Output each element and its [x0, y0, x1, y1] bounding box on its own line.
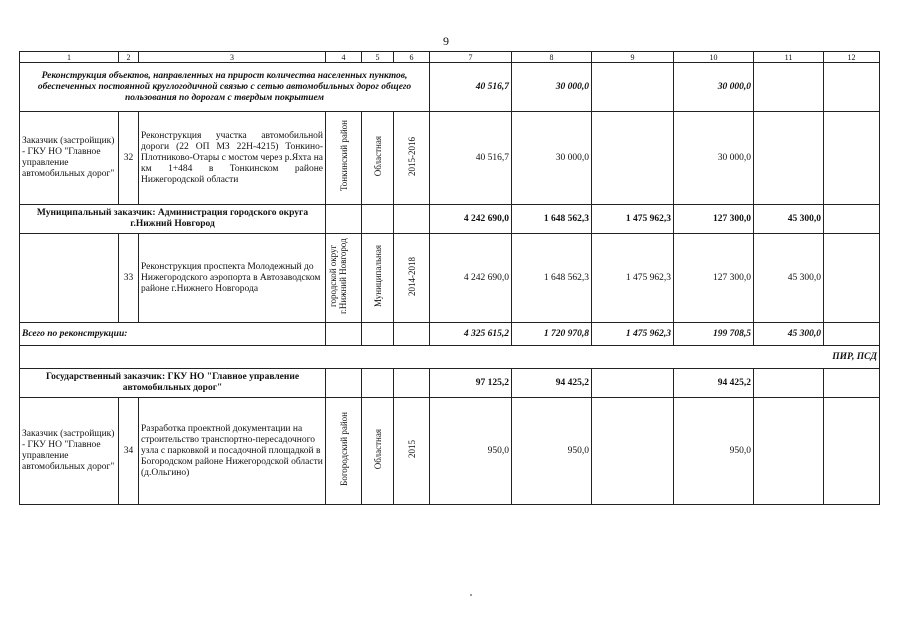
cell-col8: 30 000,0 [512, 112, 592, 205]
cell-col8: 94 425,2 [512, 369, 592, 398]
item-number: 34 [119, 398, 139, 505]
summary-title: Реконструкция объектов, направленных на прирост количества населенных пунктов, обеспеченных постоянной круглогодичной связью с сетью автомобильных дорог общего пользования по дорогам с твердым покрытием [20, 63, 430, 112]
header-cell: 4 [326, 52, 362, 63]
cell-col7: 4 242 690,0 [430, 234, 512, 323]
period-cell [394, 234, 430, 323]
object-name: Разработка проектной документации на строительство транспортно-пересадочного узла с парковкой и посадочной площадкой в Богородском районе Нижегородской области (д.Ольгино) [139, 398, 326, 505]
district-cell [326, 234, 362, 323]
table-row-item-32 [20, 112, 880, 205]
header-cell: 7 [430, 52, 512, 63]
header-cell: 3 [139, 52, 326, 63]
cell-col11: 45 300,0 [754, 234, 824, 323]
municipal-customer-title: Муниципальный заказчик: Администрация городского округа г.Нижний Новгород [20, 205, 326, 234]
cell-col7: 40 516,7 [430, 112, 512, 205]
empty-cell [362, 205, 394, 234]
cell-col10: 30 000,0 [674, 112, 754, 205]
cell-col10: 199 708,5 [674, 323, 754, 346]
column-number-header [20, 52, 880, 63]
level-cell [362, 398, 394, 505]
cell-col12 [824, 369, 880, 398]
cell-col7: 97 125,2 [430, 369, 512, 398]
total-reconstruction-row [20, 323, 880, 346]
header-cell: 8 [512, 52, 592, 63]
cell-col9 [592, 369, 674, 398]
cell-col12 [824, 398, 880, 505]
cell-col8: 950,0 [512, 398, 592, 505]
cell-col10: 30 000,0 [674, 63, 754, 112]
level-text: Областная [372, 135, 383, 177]
level-text: Муниципальная [372, 245, 383, 307]
cell-col11: 45 300,0 [754, 323, 824, 346]
empty-cell [394, 369, 430, 398]
level-text: Областная [372, 428, 383, 470]
level-cell [362, 234, 394, 323]
cell-col8: 30 000,0 [512, 63, 592, 112]
district-text: Богородский район [338, 412, 349, 486]
cell-col8: 1 720 970,8 [512, 323, 592, 346]
empty-cell [394, 323, 430, 346]
cell-col7: 4 242 690,0 [430, 205, 512, 234]
header-cell: 10 [674, 52, 754, 63]
state-customer-title: Государственный заказчик: ГКУ НО "Главное управление автомобильных дорог" [20, 369, 326, 398]
period-text: 2015-2016 [406, 136, 417, 176]
cell-col9 [592, 112, 674, 205]
cell-col12 [824, 205, 880, 234]
table-row-item-34 [20, 398, 880, 505]
header-cell: 5 [362, 52, 394, 63]
cell-col10: 950,0 [674, 398, 754, 505]
cell-col9: 1 475 962,3 [592, 323, 674, 346]
header-cell: 9 [592, 52, 674, 63]
object-name: Реконструкция проспекта Молодежный до Нижегородского аэропорта в Автозаводском районе г.Нижнего Новгорода [139, 234, 326, 323]
summary-row-reconstruction-objects [20, 63, 880, 112]
header-cell: 12 [824, 52, 880, 63]
empty-cell [326, 323, 362, 346]
cell-col10: 127 300,0 [674, 205, 754, 234]
cell-col9: 1 475 962,3 [592, 234, 674, 323]
total-title: Всего по реконструкции: [20, 323, 326, 346]
cell-col7: 4 325 615,2 [430, 323, 512, 346]
cell-col9 [592, 63, 674, 112]
section-title: ПИР, ПСД [20, 346, 880, 369]
level-cell [362, 112, 394, 205]
district-cell [326, 112, 362, 205]
cell-col12 [824, 63, 880, 112]
cell-col11 [754, 369, 824, 398]
cell-col7: 40 516,7 [430, 63, 512, 112]
empty-cell [326, 369, 362, 398]
table-row-item-33 [20, 234, 880, 323]
cell-col9 [592, 398, 674, 505]
empty-cell [326, 205, 362, 234]
cell-col11 [754, 63, 824, 112]
section-header-row [20, 346, 880, 369]
empty-cell [394, 205, 430, 234]
empty-cell [362, 323, 394, 346]
header-cell: 6 [394, 52, 430, 63]
state-customer-row [20, 369, 880, 398]
header-cell: 11 [754, 52, 824, 63]
period-cell [394, 398, 430, 505]
cell-col12 [824, 112, 880, 205]
customer-cell [20, 234, 119, 323]
district-cell [326, 398, 362, 505]
object-name: Реконструкция участка автомобильной дороги (22 ОП МЗ 22Н-4215) Тонкино-Плотниково-Отары с мостом через р.Яхта на км 1+484 в Тонкинском районе Нижегородской области [139, 112, 326, 205]
cell-col12 [824, 323, 880, 346]
header-cell: 1 [20, 52, 119, 63]
cell-col9: 1 475 962,3 [592, 205, 674, 234]
cell-col7: 950,0 [430, 398, 512, 505]
district-text: Тонкинский район [338, 120, 349, 192]
period-text: 2015 [406, 440, 417, 458]
item-number: 32 [119, 112, 139, 205]
customer-cell: Заказчик (застройщик) - ГКУ НО "Главное управление автомобильных дорог" [20, 398, 119, 505]
district-text: городской округ г.Нижний Новгород [328, 238, 348, 314]
scan-speck [470, 594, 472, 596]
page-number: 9 [443, 34, 449, 48]
header-cell: 2 [119, 52, 139, 63]
cell-col11 [754, 398, 824, 505]
item-number: 33 [119, 234, 139, 323]
budget-table [19, 51, 880, 505]
cell-col11 [754, 112, 824, 205]
cell-col8: 1 648 562,3 [512, 234, 592, 323]
cell-col10: 127 300,0 [674, 234, 754, 323]
period-text: 2014-2018 [406, 256, 417, 296]
customer-cell: Заказчик (застройщик) - ГКУ НО "Главное управление автомобильных дорог" [20, 112, 119, 205]
period-cell [394, 112, 430, 205]
cell-col8: 1 648 562,3 [512, 205, 592, 234]
cell-col11: 45 300,0 [754, 205, 824, 234]
empty-cell [362, 369, 394, 398]
cell-col12 [824, 234, 880, 323]
cell-col10: 94 425,2 [674, 369, 754, 398]
municipal-customer-row [20, 205, 880, 234]
